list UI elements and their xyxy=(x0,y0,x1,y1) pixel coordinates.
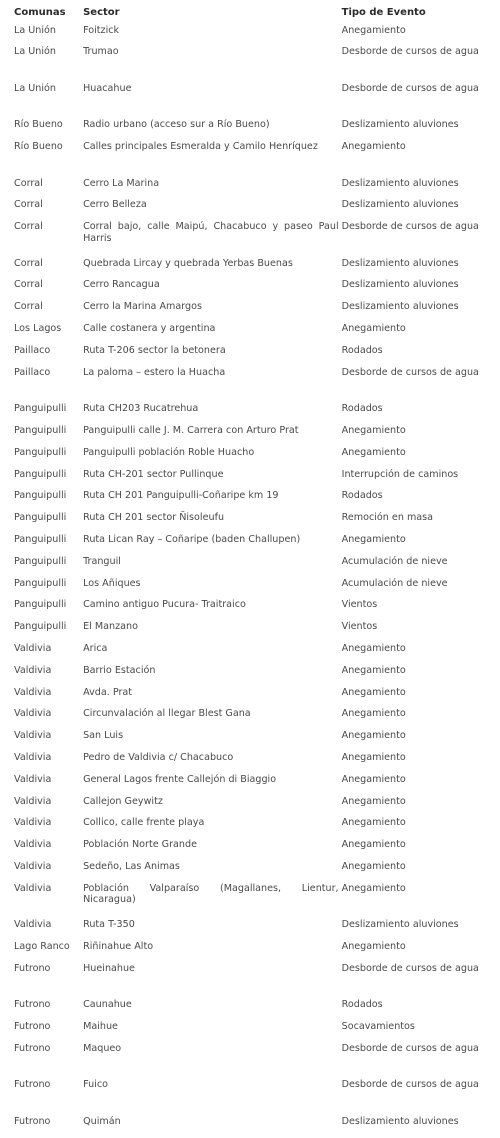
table-row xyxy=(13,534,483,556)
table-row xyxy=(13,643,483,665)
cell-sector: Cerro Belleza xyxy=(83,199,147,211)
cell-comuna: Valdivia xyxy=(14,708,52,720)
cell-tipo-evento: Anegamiento xyxy=(341,424,406,436)
table-row xyxy=(13,512,483,534)
cell-tipo-evento: Rodados xyxy=(341,403,383,415)
cell-tipo-evento: Desborde de cursos de agua xyxy=(341,221,479,233)
cell-comuna: Lago Ranco xyxy=(14,941,70,952)
cell-sector: El Manzano xyxy=(83,621,138,633)
cell-tipo-evento: Anegamiento xyxy=(341,839,406,851)
cell-sector: Población Valparaíso (Magallanes, Lientur, Nicaragua) xyxy=(83,882,339,906)
cell-tipo-evento: Anegamiento xyxy=(341,860,406,872)
table-row xyxy=(13,919,483,941)
cell-comuna: Corral xyxy=(14,257,43,269)
cell-comuna: Valdivia xyxy=(14,751,52,763)
cell-comuna: Futrono xyxy=(14,962,51,974)
cell-sector: General Lagos frente Callejón di Biaggio xyxy=(83,773,277,785)
cell-comuna: Corral xyxy=(14,177,43,189)
table-row xyxy=(13,999,483,1021)
cell-comuna: Paillaco xyxy=(14,366,51,378)
cell-comuna: Valdivia xyxy=(14,817,52,829)
table-row xyxy=(13,83,483,120)
cell-sector: Huacahue xyxy=(83,82,132,94)
table-row xyxy=(13,578,483,600)
header-tipo-evento: Tipo de Evento xyxy=(341,7,426,18)
cell-tipo-evento: Rodados xyxy=(341,490,383,502)
cell-comuna: Río Bueno xyxy=(14,119,63,131)
cell-sector: Maihue xyxy=(83,1021,118,1033)
table-row xyxy=(13,941,483,963)
cell-comuna: Panguipulli xyxy=(14,555,67,567)
cell-tipo-evento: Deslizamiento aluviones xyxy=(341,119,459,131)
cell-comuna: Valdivia xyxy=(14,860,52,872)
cell-sector: Pedro de Valdivia c/ Chacabuco xyxy=(83,751,234,763)
cell-tipo-evento: Deslizamiento aluviones xyxy=(341,257,459,269)
cell-tipo-evento: Desborde de cursos de agua xyxy=(341,1079,479,1091)
table-row xyxy=(13,621,483,643)
cell-comuna: Panguipulli xyxy=(14,599,67,611)
events-table xyxy=(13,5,483,1138)
cell-tipo-evento: Anegamiento xyxy=(341,664,406,676)
cell-sector: Riñinahue Alto xyxy=(83,941,154,952)
cell-tipo-evento: Deslizamiento aluviones xyxy=(341,919,459,931)
table-row xyxy=(13,796,483,818)
table-row xyxy=(13,141,483,178)
cell-sector: Quimán xyxy=(83,1115,121,1127)
cell-sector: Callejon Geywitz xyxy=(83,795,163,807)
table-row xyxy=(13,730,483,752)
cell-comuna: Valdivia xyxy=(14,839,52,851)
cell-comuna: Valdivia xyxy=(14,919,52,931)
cell-tipo-evento: Anegamiento xyxy=(341,686,406,698)
cell-tipo-evento: Anegamiento xyxy=(341,941,406,952)
table-row xyxy=(13,469,483,491)
cell-tipo-evento: Desborde de cursos de agua xyxy=(341,962,479,974)
cell-tipo-evento: Vientos xyxy=(341,599,378,611)
cell-tipo-evento: Anegamiento xyxy=(341,795,406,807)
table-row xyxy=(13,1021,483,1043)
cell-sector: Población Norte Grande xyxy=(83,839,197,851)
cell-tipo-evento: Socavamientos xyxy=(341,1021,415,1033)
cell-comuna: Corral xyxy=(14,279,43,291)
cell-sector: Panguipulli calle J. M. Carrera con Arturo Prat xyxy=(83,424,299,436)
table-row xyxy=(13,301,483,323)
cell-sector: Fuico xyxy=(83,1079,108,1091)
table-row xyxy=(13,1116,483,1138)
cell-tipo-evento: Anegamiento xyxy=(341,773,406,785)
cell-sector: San Luis xyxy=(83,730,124,742)
table-row xyxy=(13,425,483,447)
table-row xyxy=(13,46,483,83)
table-row xyxy=(13,199,483,221)
cell-sector: Ruta T-350 xyxy=(83,919,135,931)
cell-sector: Sedeño, Las Animas xyxy=(83,860,180,872)
table-row xyxy=(13,883,483,920)
cell-tipo-evento: Anegamiento xyxy=(341,533,406,545)
cell-sector: Circunvalación al llegar Blest Gana xyxy=(83,708,251,720)
table-row xyxy=(13,687,483,709)
cell-sector: Hueinahue xyxy=(83,962,135,974)
cell-sector: Trumao xyxy=(83,46,119,58)
cell-comuna: Panguipulli xyxy=(14,490,67,502)
table-row xyxy=(13,817,483,839)
table-row xyxy=(13,279,483,301)
table-row xyxy=(13,752,483,774)
cell-tipo-evento: Deslizamiento aluviones xyxy=(341,301,459,313)
cell-comuna: Panguipulli xyxy=(14,403,67,415)
cell-sector: Radio urbano (acceso sur a Río Bueno) xyxy=(83,119,270,131)
cell-tipo-evento: Desborde de cursos de agua xyxy=(341,46,479,58)
cell-comuna: Futrono xyxy=(14,999,51,1011)
cell-comuna: Valdivia xyxy=(14,664,52,676)
table-row xyxy=(13,839,483,861)
cell-sector: Cerro Rancagua xyxy=(83,279,160,291)
cell-tipo-evento: Vientos xyxy=(341,621,378,633)
table-row xyxy=(13,119,483,141)
cell-tipo-evento: Remoción en masa xyxy=(341,512,434,524)
cell-tipo-evento: Anegamiento xyxy=(341,882,406,894)
table-row xyxy=(13,774,483,796)
cell-comuna: Panguipulli xyxy=(14,468,67,480)
cell-comuna: Futrono xyxy=(14,1042,51,1054)
header-sector: Sector xyxy=(83,7,120,18)
cell-tipo-evento: Deslizamiento aluviones xyxy=(341,279,459,291)
table-row xyxy=(13,599,483,621)
cell-sector: Collico, calle frente playa xyxy=(83,817,205,829)
cell-sector: Camino antiguo Pucura- Traitraico xyxy=(83,599,246,611)
table-row xyxy=(13,403,483,425)
table-row xyxy=(13,665,483,687)
table-row xyxy=(13,323,483,345)
cell-tipo-evento: Deslizamiento aluviones xyxy=(341,1115,459,1127)
table-row xyxy=(13,258,483,280)
table-row xyxy=(13,861,483,883)
table-row xyxy=(13,1079,483,1116)
cell-tipo-evento: Anegamiento xyxy=(341,642,406,654)
cell-sector: Cerro La Marina xyxy=(83,177,160,189)
table-row xyxy=(13,1043,483,1080)
cell-sector: Calles principales Esmeralda y Camilo Henríquez xyxy=(83,141,318,153)
cell-sector: Corral bajo, calle Maipú, Chacabuco y paseo Paul Harris xyxy=(83,221,339,244)
cell-sector: Los Añiques xyxy=(83,577,141,589)
cell-comuna: Panguipulli xyxy=(14,533,67,545)
cell-comuna: Paillaco xyxy=(14,344,51,356)
cell-tipo-evento: Desborde de cursos de agua xyxy=(341,366,479,378)
table-header xyxy=(13,5,483,25)
cell-comuna: Futrono xyxy=(14,1115,51,1127)
cell-tipo-evento: Rodados xyxy=(341,344,383,356)
cell-tipo-evento: Anegamiento xyxy=(341,817,406,829)
cell-comuna: Futrono xyxy=(14,1079,51,1091)
table-row xyxy=(13,556,483,578)
cell-sector: Maqueo xyxy=(83,1042,122,1054)
cell-tipo-evento: Anegamiento xyxy=(341,141,406,153)
cell-tipo-evento: Desborde de cursos de agua xyxy=(341,1042,479,1054)
cell-sector: Tranguil xyxy=(83,555,121,567)
table-row xyxy=(13,367,483,404)
table-row xyxy=(13,221,483,258)
cell-sector: Caunahue xyxy=(83,999,132,1011)
cell-sector: Ruta CH 201 Panguipulli-Coñaripe km 19 xyxy=(83,490,279,502)
header-row xyxy=(13,5,483,25)
cell-sector: Arica xyxy=(83,642,108,654)
cell-comuna: Los Lagos xyxy=(14,323,62,335)
table-row xyxy=(13,345,483,367)
table-row xyxy=(13,447,483,469)
cell-comuna: Río Bueno xyxy=(14,141,63,153)
cell-comuna: Corral xyxy=(14,301,43,313)
cell-comuna: Panguipulli xyxy=(14,512,67,524)
cell-sector: Barrio Estación xyxy=(83,664,156,676)
cell-tipo-evento: Acumulación de nieve xyxy=(341,555,448,567)
cell-sector: Quebrada Lircay y quebrada Yerbas Buenas xyxy=(83,257,293,269)
cell-comuna: La Unión xyxy=(14,46,56,58)
cell-tipo-evento: Anegamiento xyxy=(341,446,406,458)
cell-tipo-evento: Anegamiento xyxy=(341,708,406,720)
cell-sector: Cerro la Marina Amargos xyxy=(83,301,202,313)
cell-sector: Foitzick xyxy=(83,24,120,36)
cell-tipo-evento: Anegamiento xyxy=(341,323,406,335)
cell-tipo-evento: Desborde de cursos de agua xyxy=(341,82,479,94)
cell-comuna: Futrono xyxy=(14,1021,51,1033)
cell-sector: La paloma – estero la Huacha xyxy=(83,366,226,378)
cell-comuna: Panguipulli xyxy=(14,577,67,589)
cell-tipo-evento: Rodados xyxy=(341,999,383,1011)
cell-comuna: Panguipulli xyxy=(14,621,67,633)
table-row xyxy=(13,963,483,1000)
cell-comuna: Valdivia xyxy=(14,642,52,654)
cell-comuna: Corral xyxy=(14,221,43,233)
table-row xyxy=(13,25,483,47)
cell-sector: Panguipulli población Roble Huacho xyxy=(83,446,255,458)
cell-tipo-evento: Anegamiento xyxy=(341,24,406,36)
cell-comuna: La Unión xyxy=(14,82,56,94)
cell-sector: Avda. Prat xyxy=(83,686,133,698)
cell-sector: Ruta CH203 Rucatrehua xyxy=(83,403,199,415)
header-comunas: Comunas xyxy=(14,7,66,18)
cell-sector: Ruta T-206 sector la betonera xyxy=(83,344,226,356)
cell-sector: Ruta CH-201 sector Pullinque xyxy=(83,468,224,480)
cell-tipo-evento: Anegamiento xyxy=(341,751,406,763)
cell-comuna: Valdivia xyxy=(14,730,52,742)
cell-comuna: Valdivia xyxy=(14,773,52,785)
table-row xyxy=(13,490,483,512)
cell-comuna: Panguipulli xyxy=(14,424,67,436)
cell-comuna: Valdivia xyxy=(14,795,52,807)
cell-comuna: Panguipulli xyxy=(14,446,67,458)
cell-tipo-evento: Interrupción de caminos xyxy=(341,468,459,480)
cell-sector: Calle costanera y argentina xyxy=(83,323,216,335)
cell-tipo-evento: Deslizamiento aluviones xyxy=(341,177,459,189)
cell-tipo-evento: Acumulación de nieve xyxy=(341,577,448,589)
table-row xyxy=(13,708,483,730)
table-body xyxy=(13,25,483,1138)
cell-tipo-evento: Anegamiento xyxy=(341,730,406,742)
cell-sector: Ruta CH 201 sector Ñisoleufu xyxy=(83,512,225,524)
table-row xyxy=(13,178,483,200)
cell-comuna: La Unión xyxy=(14,24,56,36)
cell-comuna: Corral xyxy=(14,199,43,211)
cell-comuna: Valdivia xyxy=(14,882,52,894)
cell-comuna: Valdivia xyxy=(14,686,52,698)
cell-sector: Ruta Lican Ray – Coñaripe (baden Challupen) xyxy=(83,533,301,545)
cell-tipo-evento: Deslizamiento aluviones xyxy=(341,199,459,211)
